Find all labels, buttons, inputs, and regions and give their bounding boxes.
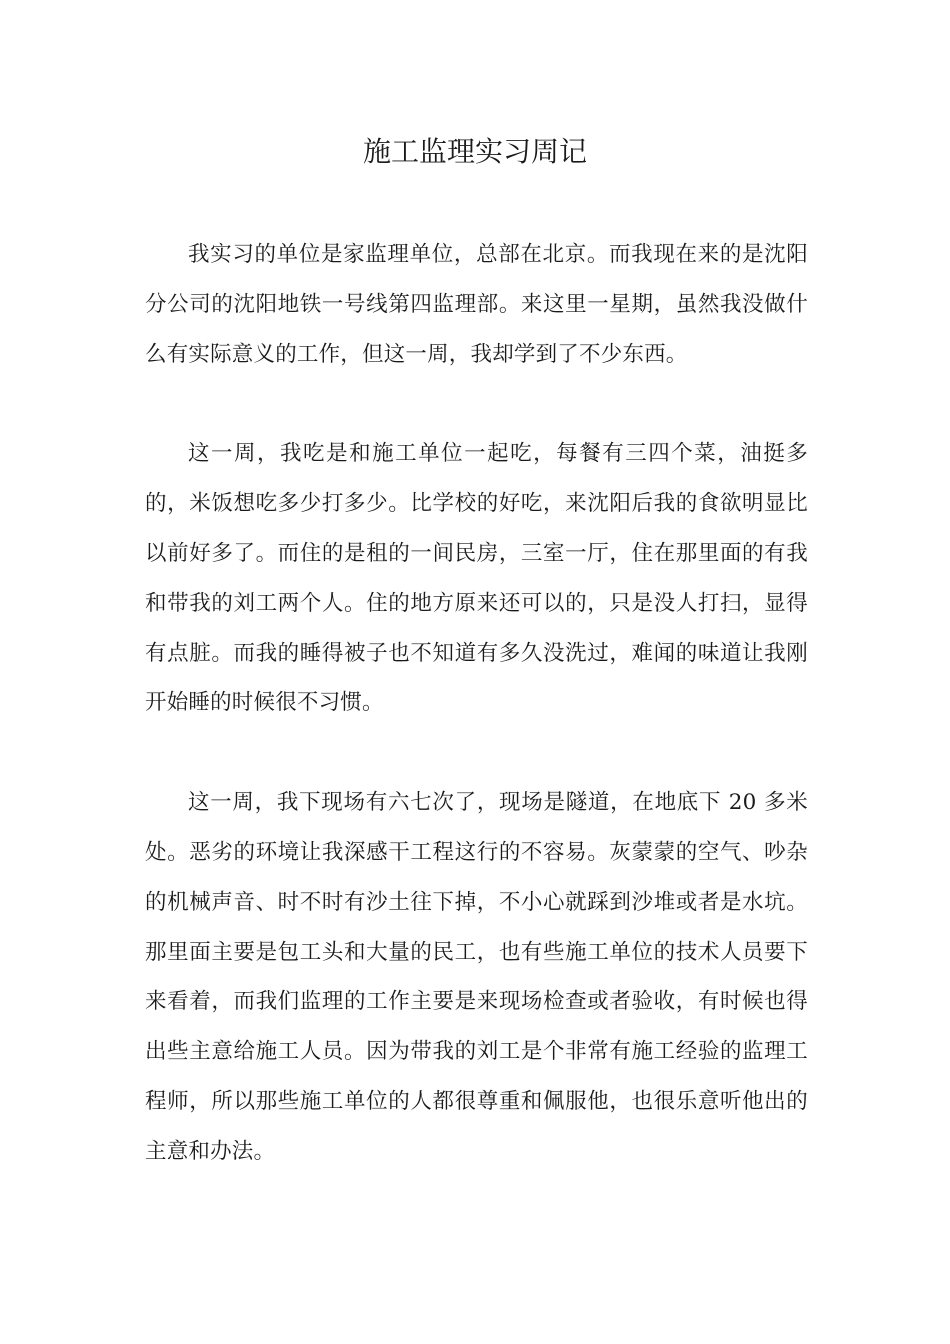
paragraph-3: 这一周，我下现场有六七次了，现场是隧道，在地底下 20 多米处。恶劣的环境让我深感干工程这行的不容易。灰蒙蒙的空气、吵杂的机械声音、时不时有沙土往下掉，不小心就踩到沙堆或者是水坑。那里面主要是包工头和大量的民工，也有些施工单位的技术人员要下来看着，而我们监理的工作主要是来现场检查或者验收，有时候也得出些主意给施工人员。因为带我的刘工是个非常有施工经验的监理工程师，所以那些施工单位的人都很尊重和佩服他，也很乐意听他出的主意和办法。: [145, 790, 808, 1164]
document-body: [145, 230, 808, 1227]
document-title: 施工监理实习周记: [362, 135, 587, 168]
paragraph-1: 我实习的单位是家监理单位，总部在北京。而我现在来的是沈阳分公司的沈阳地铁一号线第四监理部。来这里一星期，虽然我没做什么有实际意义的工作，但这一周，我却学到了不少东西。: [145, 242, 808, 367]
paragraph-2: 这一周，我吃是和施工单位一起吃，每餐有三四个菜，油挺多的，米饭想吃多少打多少。比学校的好吃，来沈阳后我的食欲明显比以前好多了。而住的是租的一间民房，三室一厅，住在那里面的有我和带我的刘工两个人。住的地方原来还可以的，只是没人打扫，显得有点脏。而我的睡得被子也不知道有多久没洗过，难闻的味道让我刚开始睡的时候很不习惯。: [145, 441, 808, 716]
